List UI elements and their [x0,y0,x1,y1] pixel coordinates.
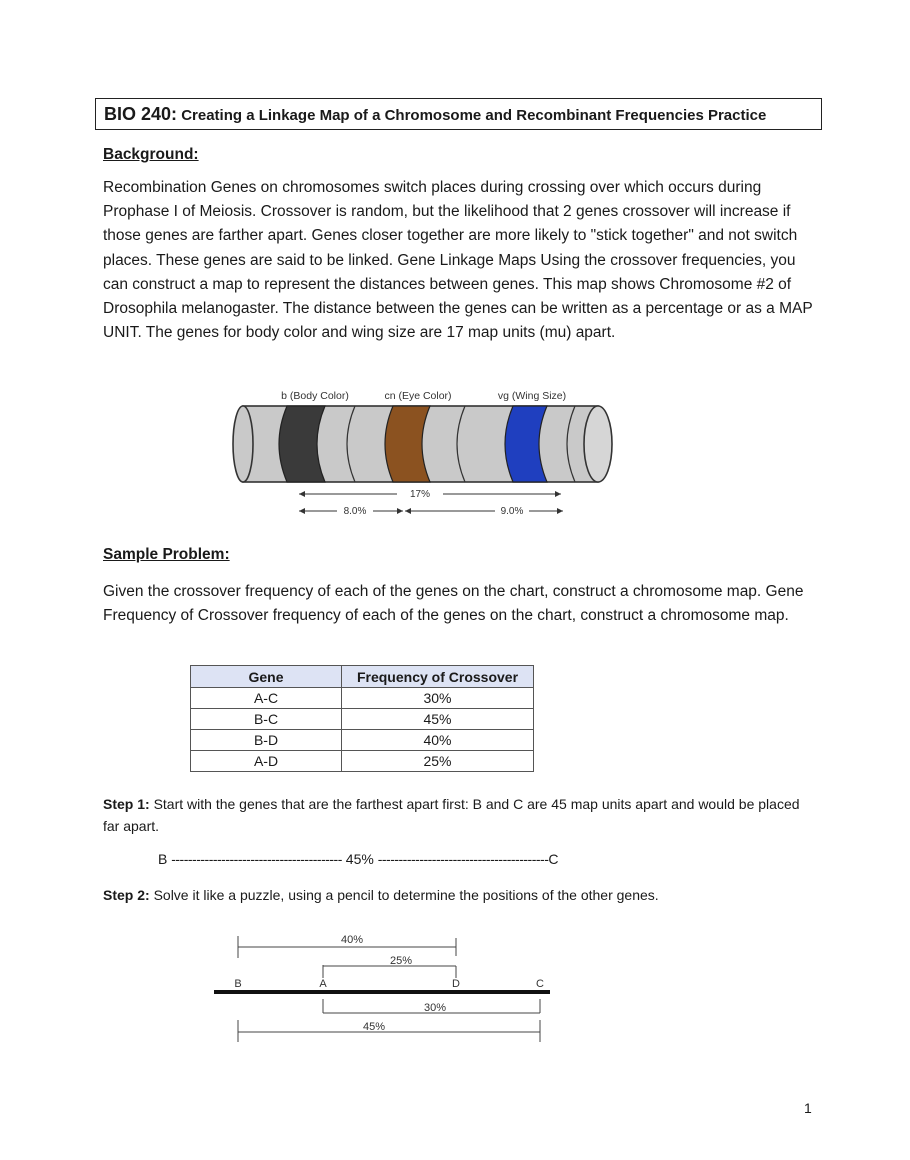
step-1-distance-line [158,851,558,867]
gene-cell: B-C [191,709,342,730]
line-dashes: ----------------------------------------- [377,851,549,867]
background-paragraph: Recombination Genes on chromosomes switch places during crossing over which occurs during Prophase I of Meiosis. Crossover is random, but the likelihood that 2 genes crossover will increase if those genes are farther apart. Genes closer together are more likely to "stick together" and not switch places. These genes are said to be linked. Gene Linkage Maps Using the crossover frequencies, you can construct a map to represent the distances between genes. This map shows Chromosome #2 of Drosophila melanogaster. The distance between the genes can be written as a percentage or as a MAP UNIT. The genes for body color and wing size are 17 map units (mu) apart. [103,179,813,342]
step-2-text: Solve it like a puzzle, using a pencil to determine the positions of the other genes. [149,887,659,903]
step-2 [103,884,818,906]
frequency-cell: 40% [342,730,534,751]
gene-label-vg: vg (Wing Size) [497,390,567,402]
background-heading: Background: [103,146,199,163]
page-number: 1 [804,1100,812,1116]
title-box [95,98,822,130]
gene-c-label: C [536,978,544,990]
table-row [191,751,534,772]
table-row [191,709,534,730]
ac-distance-label: 30% [423,1002,447,1014]
table-row [191,730,534,751]
gene-label-cn: cn (Eye Color) [384,390,452,402]
course-code: BIO 240: [104,104,178,124]
frequency-cell: 25% [342,751,534,772]
b-cn-distance-label: 8.0% [343,506,367,517]
table-row [191,688,534,709]
sample-problem-heading: Sample Problem: [103,546,230,563]
line-dashes: ----------------------------------------- [171,851,342,867]
chromosome-figure [225,384,625,524]
gene-b-label: B [234,978,242,990]
step-2-label: Step 2: [103,887,150,903]
sample-problem-paragraph: Given the crossover frequency of each of the genes on the chart, construct a chromosome map. Gene Frequency of Crossover frequency of each of the genes on the chart, construct a chromosome map. [103,583,804,625]
bd-distance-label: 40% [340,934,364,946]
gene-cell: A-C [191,688,342,709]
line-gene-c: C [548,851,559,867]
line-value: 45% [345,851,374,867]
bc-distance-label: 45% [362,1021,386,1033]
gene-cell: B-D [191,730,342,751]
step-1-text: Start with the genes that are the farthest apart first: B and C are 45 map units apart and would be placed far apart. [103,796,800,834]
crossover-table [190,665,534,772]
frequency-cell: 45% [342,709,534,730]
gene-label-b: b (Body Color) [281,390,349,402]
ad-distance-label: 25% [389,955,413,967]
tube-left-end [233,406,253,482]
tube-right-end [584,406,612,482]
table-header-row [191,666,534,688]
step-1 [103,793,818,837]
cn-vg-distance-label: 9.0% [500,506,524,517]
header-frequency: Frequency of Crossover [342,666,534,688]
step-1-label: Step 1: [103,796,150,812]
gene-d-label: D [452,978,460,990]
header-gene: Gene [191,666,342,688]
title-text: Creating a Linkage Map of a Chromosome and Recombinant Frequencies Practice [181,107,767,124]
gene-a-label: A [319,978,327,990]
gene-cell: A-D [191,751,342,772]
line-gene-b: B [158,851,168,867]
total-distance-label: 17% [409,489,431,500]
linkage-map-diagram [210,928,560,1048]
frequency-cell: 30% [342,688,534,709]
